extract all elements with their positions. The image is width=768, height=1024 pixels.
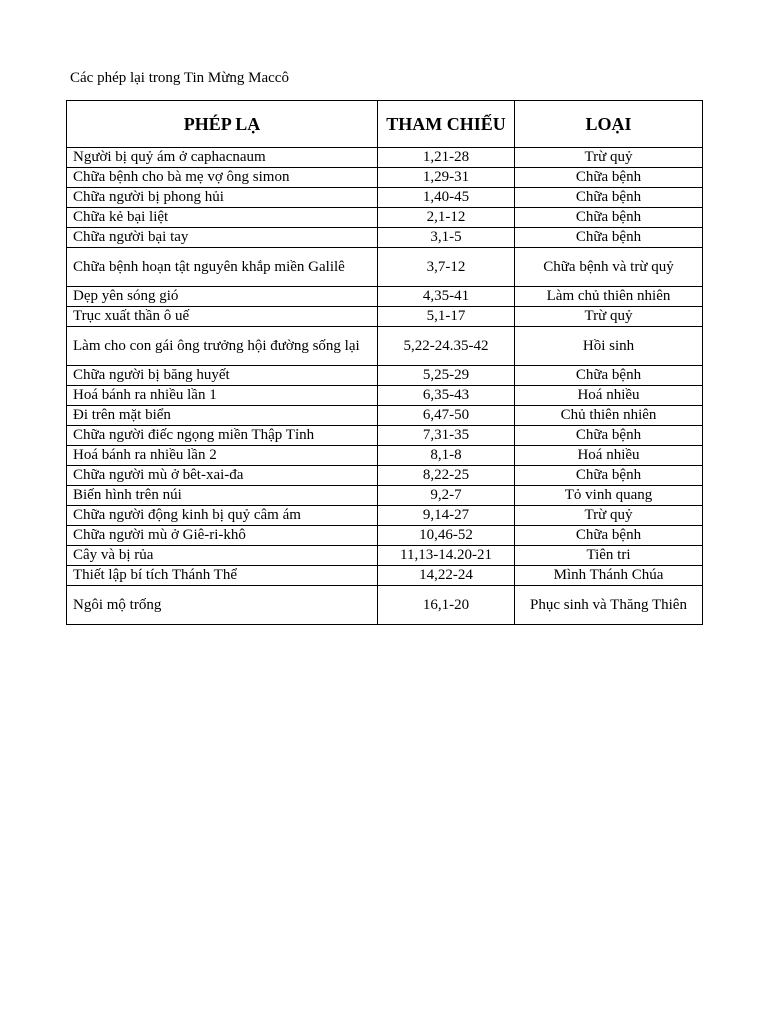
reference-cell: 5,25-29 xyxy=(378,366,515,386)
table-row xyxy=(67,208,703,228)
miracle-cell: Chữa người mù ở Giê-ri-khô xyxy=(67,526,378,546)
table-row xyxy=(67,406,703,426)
type-cell: Trừ quỷ xyxy=(515,506,703,526)
reference-cell: 6,47-50 xyxy=(378,406,515,426)
reference-cell: 8,1-8 xyxy=(378,446,515,466)
table-row xyxy=(67,426,703,446)
miracle-cell: Làm cho con gái ông trưởng hội đường sống lại xyxy=(67,327,378,366)
miracle-cell: Chữa người bại tay xyxy=(67,228,378,248)
miracle-cell: Hoá bánh ra nhiều lần 1 xyxy=(67,386,378,406)
miracle-cell: Chữa bệnh cho bà mẹ vợ ông simon xyxy=(67,168,378,188)
reference-cell: 6,35-43 xyxy=(378,386,515,406)
header-miracle: PHÉP LẠ xyxy=(67,101,378,148)
miracle-cell: Cây và bị rủa xyxy=(67,546,378,566)
miracle-cell: Hoá bánh ra nhiều lần 2 xyxy=(67,446,378,466)
type-cell: Hoá nhiều xyxy=(515,446,703,466)
reference-cell: 10,46-52 xyxy=(378,526,515,546)
table-row xyxy=(67,466,703,486)
reference-cell: 4,35-41 xyxy=(378,287,515,307)
miracle-cell: Đi trên mặt biển xyxy=(67,406,378,426)
table-row xyxy=(67,148,703,168)
table-row xyxy=(67,446,703,466)
miracle-cell: Biến hình trên núi xyxy=(67,486,378,506)
miracle-cell: Chữa người điếc ngọng miền Thập Tỉnh xyxy=(67,426,378,446)
miracle-cell: Trục xuất thần ô uế xyxy=(67,307,378,327)
table-row xyxy=(67,188,703,208)
page-title: Các phép lại trong Tin Mừng Maccô xyxy=(70,70,289,86)
miracle-cell: Ngôi mộ trống xyxy=(67,586,378,625)
reference-cell: 7,31-35 xyxy=(378,426,515,446)
miracle-cell: Chữa người bị băng huyết xyxy=(67,366,378,386)
reference-cell: 9,2-7 xyxy=(378,486,515,506)
table-row xyxy=(67,228,703,248)
table-row xyxy=(67,546,703,566)
table-row xyxy=(67,307,703,327)
miracle-cell: Chữa người động kinh bị quỷ câm ám xyxy=(67,506,378,526)
reference-cell: 5,1-17 xyxy=(378,307,515,327)
table-row xyxy=(67,168,703,188)
miracle-cell: Dẹp yên sóng gió xyxy=(67,287,378,307)
reference-cell: 1,40-45 xyxy=(378,188,515,208)
miracle-cell: Chữa người bị phong hủi xyxy=(67,188,378,208)
type-cell: Hồi sinh xyxy=(515,327,703,366)
table-row xyxy=(67,248,703,287)
reference-cell: 2,1-12 xyxy=(378,208,515,228)
table-row xyxy=(67,366,703,386)
table-row xyxy=(67,506,703,526)
type-cell: Phục sinh và Thăng Thiên xyxy=(515,586,703,625)
type-cell: Chữa bệnh xyxy=(515,168,703,188)
miracle-cell: Chữa bệnh hoạn tật nguyên khắp miền Galilê xyxy=(67,248,378,287)
type-cell: Chữa bệnh xyxy=(515,228,703,248)
type-cell: Chữa bệnh xyxy=(515,526,703,546)
reference-cell: 3,7-12 xyxy=(378,248,515,287)
type-cell: Tiên tri xyxy=(515,546,703,566)
reference-cell: 5,22-24.35-42 xyxy=(378,327,515,366)
table-row xyxy=(67,287,703,307)
reference-cell: 8,22-25 xyxy=(378,466,515,486)
reference-cell: 11,13-14.20-21 xyxy=(378,546,515,566)
table-header xyxy=(67,101,703,148)
type-cell: Chữa bệnh và trừ quỷ xyxy=(515,248,703,287)
type-cell: Hoá nhiều xyxy=(515,386,703,406)
table-row xyxy=(67,526,703,546)
header-reference: THAM CHIẾU xyxy=(378,101,515,148)
table-row xyxy=(67,566,703,586)
type-cell: Trừ quỷ xyxy=(515,148,703,168)
table-row xyxy=(67,486,703,506)
header-type: LOẠI xyxy=(515,101,703,148)
reference-cell: 3,1-5 xyxy=(378,228,515,248)
type-cell: Tỏ vinh quang xyxy=(515,486,703,506)
miracle-cell: Chữa kẻ bại liệt xyxy=(67,208,378,228)
type-cell: Chủ thiên nhiên xyxy=(515,406,703,426)
reference-cell: 1,21-28 xyxy=(378,148,515,168)
table-body xyxy=(67,148,703,625)
type-cell: Mình Thánh Chúa xyxy=(515,566,703,586)
table-row xyxy=(67,586,703,625)
type-cell: Chữa bệnh xyxy=(515,466,703,486)
type-cell: Chữa bệnh xyxy=(515,188,703,208)
reference-cell: 14,22-24 xyxy=(378,566,515,586)
type-cell: Chữa bệnh xyxy=(515,366,703,386)
miracles-table xyxy=(66,100,703,625)
miracle-cell: Chữa người mù ở bêt-xai-đa xyxy=(67,466,378,486)
reference-cell: 1,29-31 xyxy=(378,168,515,188)
type-cell: Trừ quỷ xyxy=(515,307,703,327)
type-cell: Chữa bệnh xyxy=(515,208,703,228)
type-cell: Chữa bệnh xyxy=(515,426,703,446)
miracle-cell: Thiết lập bí tích Thánh Thể xyxy=(67,566,378,586)
reference-cell: 16,1-20 xyxy=(378,586,515,625)
type-cell: Làm chủ thiên nhiên xyxy=(515,287,703,307)
miracle-cell: Người bị quỷ ám ở caphacnaum xyxy=(67,148,378,168)
table-row xyxy=(67,327,703,366)
header-row xyxy=(67,101,703,148)
table-row xyxy=(67,386,703,406)
reference-cell: 9,14-27 xyxy=(378,506,515,526)
